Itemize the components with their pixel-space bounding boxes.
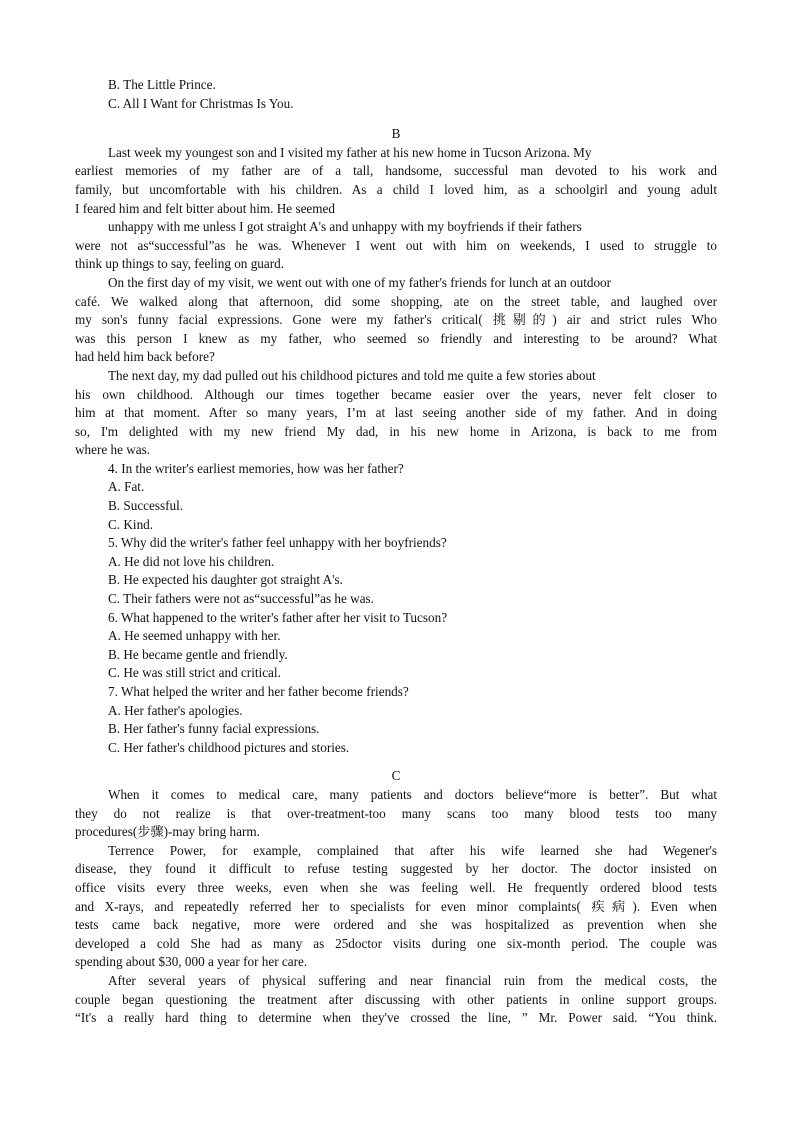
answer-option: B. He expected his daughter got straight A's. (108, 572, 343, 588)
paragraph-line: couple began questioning the treatment after discussing with other patients in online support groups. (75, 991, 717, 1007)
paragraph-line: After several years of physical suffering and near financial ruin from the medical costs, the (108, 972, 717, 988)
option-line: B. The Little Prince. (108, 77, 216, 92)
paragraph-line: earliest memories of my father are of a tall, handsome, successful man devoted to his work and (75, 163, 717, 179)
paragraph-line: and X-rays, and repeatedly referred her to specialists for even minor complaints( 疾病). Even when (75, 898, 717, 914)
paragraph-line: unhappy with me unless I got straight A's and unhappy with my boyfriends if their fathers (108, 219, 582, 235)
paragraph-line: office visits every three weeks, even when she was feeling well. He frequently ordered blood tests (75, 879, 717, 895)
paragraph-line: The next day, my dad pulled out his childhood pictures and told me quite a few stories about (108, 367, 596, 383)
answer-option: C. He was still strict and critical. (108, 665, 281, 681)
paragraph-line: On the first day of my visit, we went out with one of my father's friends for lunch at an outdoor (108, 274, 612, 290)
document-body (75, 76, 717, 1028)
paragraph-line: his own childhood. Although our times together became easier over the years, never felt closer to (75, 386, 717, 402)
answer-option: C. Kind. (108, 516, 154, 532)
answer-option: A. He seemed unhappy with her. (108, 628, 281, 644)
section-b-paragraph-4 (75, 367, 717, 460)
section-b-paragraph-3 (75, 274, 717, 367)
answer-option: B. Successful. (108, 498, 184, 514)
paragraph-line: spending about $30, 000 a year for her care. (75, 954, 308, 970)
paragraph-line: was this person I knew as my father, who seemed so friendly and interesting to be around? What (75, 330, 717, 346)
paragraph-line: When it comes to medical care, many patients and doctors believe“more is better”. But what (108, 786, 717, 802)
paragraph-line: developed a cold She had as many as 25doctor visits during one six-month period. The couple was (75, 935, 717, 951)
section-b-heading: B (391, 126, 401, 142)
paragraph-line: Last week my youngest son and I visited my father at his new home in Tucson Arizona. My (108, 144, 592, 160)
answer-option: B. He became gentle and friendly. (108, 646, 288, 662)
paragraph-line: tests came back negative, more were ordered and she was hospitalized as prevention when she (75, 917, 717, 933)
answer-option: C. Her father's childhood pictures and stories. (108, 739, 350, 755)
paragraph-line: think up things to say, feeling on guard. (75, 256, 285, 272)
option-line: C. All I Want for Christmas Is You. (108, 95, 294, 111)
section-c-heading: C (391, 768, 401, 784)
paragraph-line: Terrence Power, for example, complained that after his wife learned she had Wegener's (108, 842, 717, 858)
answer-option: A. Fat. (108, 479, 145, 495)
section-c-paragraph-2 (75, 842, 717, 972)
question-5 (75, 534, 717, 608)
paragraph-line: procedures(步骤)-may bring harm. (75, 824, 260, 840)
paragraph-line: my son's funny facial expressions. Gone were my father's critical( 挑剔的) air and strict rules Who (75, 312, 717, 328)
section-b-paragraph-2 (75, 218, 717, 274)
question-stem: 5. Why did the writer's father feel unhappy with her boyfriends? (108, 535, 447, 551)
paragraph-line: where he was. (75, 442, 151, 458)
paragraph-line: were not as“successful”as he was. Whenever I went out with him on weekends, I used to struggle to (75, 237, 717, 253)
previous-question-options (75, 76, 717, 113)
paragraph-line: him at that moment. After so many years, I’m at last seeing another side of my father. And in doing (75, 405, 717, 421)
section-c-paragraph-1 (75, 786, 717, 842)
answer-option: C. Their fathers were not as“successful”as he was. (108, 591, 374, 607)
paragraph-line: so, I'm delighted with my new friend My dad, in his new home in Arizona, is back to me from (75, 423, 717, 439)
question-stem: 7. What helped the writer and her father become friends? (108, 684, 409, 699)
answer-option: A. Her father's apologies. (108, 702, 243, 718)
paragraph-line: they do not realize is that over-treatment-too many scans too many blood tests too many (75, 805, 717, 821)
paragraph-line: had held him back before? (75, 349, 215, 365)
answer-option: A. He did not love his children. (108, 553, 275, 569)
paragraph-line: disease, they found it difficult to refuse testing suggested by her doctor. The doctor insisted on (75, 861, 717, 877)
question-4 (75, 460, 717, 534)
paragraph-line: I feared him and felt bitter about him. He seemed (75, 200, 335, 216)
section-b-paragraph-1 (75, 144, 717, 218)
paragraph-line: “It's a really hard thing to determine when they've crossed the line, ” Mr. Power said. “You think. (75, 1010, 717, 1026)
paragraph-line: family, but uncomfortable with his children. As a child I loved him, as a schoolgirl and young adult (75, 181, 717, 197)
question-7 (75, 683, 717, 757)
answer-option: B. Her father's funny facial expressions. (108, 721, 320, 737)
question-stem: 4. In the writer's earliest memories, how was her father? (108, 460, 404, 476)
paragraph-line: café. We walked along that afternoon, did some shopping, ate on the street table, and laughed over (75, 293, 717, 309)
section-c-paragraph-3 (75, 972, 717, 1028)
question-6 (75, 609, 717, 683)
question-stem: 6. What happened to the writer's father after her visit to Tucson? (108, 609, 448, 625)
